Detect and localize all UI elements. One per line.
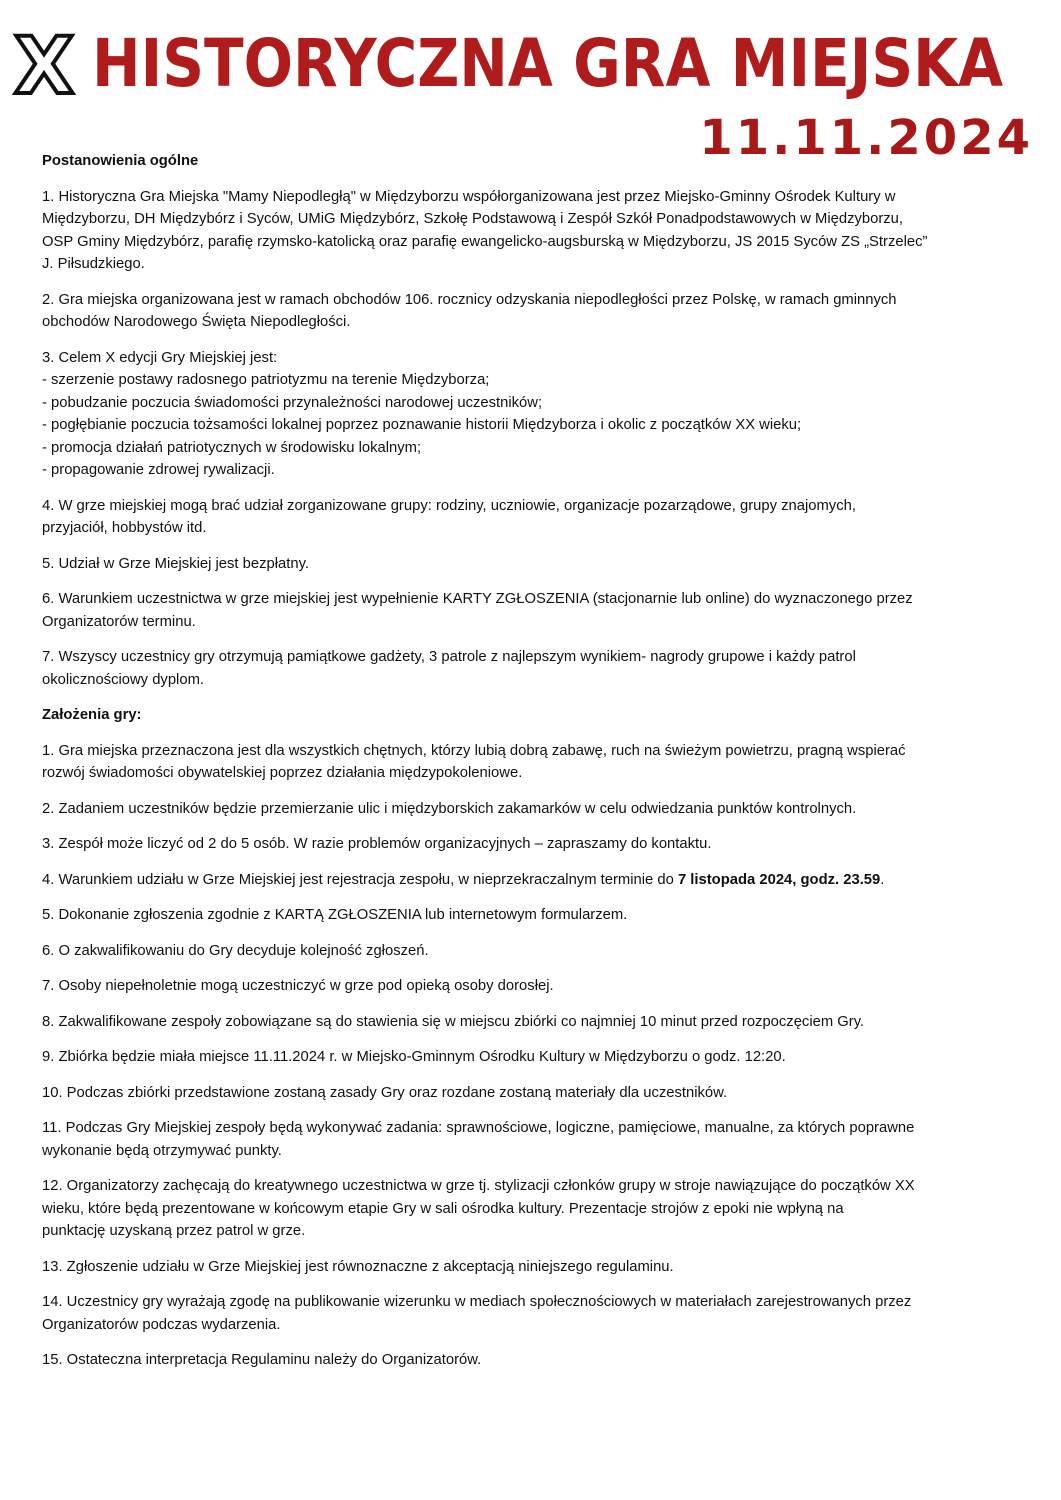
assumption-item [42, 904, 1042, 927]
text-line: 11. Podczas Gry Miejskiej zespoły będą wykonywać zadania: sprawnościowe, logiczne, pamięciowe, manualne, za których poprawne [42, 1120, 915, 1136]
text-line: wieku, które będą prezentowane w końcowym etapie Gry w sali ośrodka kultury. Prezentacje strojów z epoki nie wpłyną na [42, 1200, 844, 1217]
text-line: 4. W grze miejskiej mogą brać udział zorganizowane grupy: rodziny, uczniowie, organizacje pozarządowe, grupy znajomych, [42, 497, 856, 514]
provision-item [42, 553, 1042, 576]
regulations-body [42, 150, 1042, 1385]
assumption-item [42, 1349, 1042, 1372]
text-line: 13. Zgłoszenie udziału w Grze Miejskiej jest równoznaczne z akceptacją niniejszego regulaminu. [42, 1258, 674, 1275]
assumption-item [42, 740, 1042, 785]
text-line: 2. Zadaniem uczestników będzie przemierzanie ulic i międzyborskich zakamarków w celu odwiedzania punktów kontrolnych. [42, 800, 857, 817]
provision-item [42, 186, 1042, 276]
game-assumptions-list [42, 740, 1042, 1372]
text-line: - szerzenie postawy radosnego patriotyzmu na terenie Międzyborza; [42, 372, 490, 388]
text-line: 14. Uczestnicy gry wyrażają zgodę na publikowanie wizerunku w mediach społecznościowych w materiałach zarejestrowanych przez [42, 1294, 912, 1310]
text-line: 3. Celem X edycji Gry Miejskiej jest: [42, 349, 278, 366]
assumption-item [42, 1175, 1042, 1243]
assumption-item [42, 1046, 1042, 1069]
provision-item [42, 347, 1042, 482]
text-line [42, 869, 1042, 892]
text-line: 1. Historyczna Gra Miejska "Mamy Niepodległą" w Międzyborzu współorganizowana jest przez Miejsko-Gminny Ośrodek Kultury w [42, 188, 896, 205]
text-line: 7. Wszyscy uczestnicy gry otrzymują pamiątkowe gadżety, 3 patrole z najlepszym wynikiem- nagrody grupowe i każdy patrol [42, 649, 856, 665]
section-heading-assumptions: Założenia gry: [42, 707, 142, 723]
assumption-item [42, 1256, 1042, 1279]
text-line: - promocja działań patriotycznych w środowisku lokalnym; [42, 439, 422, 456]
page-header [0, 0, 1061, 165]
text-segment: 4. Warunkiem udziału w Grze Miejskiej jest rejestracja zespołu, w nieprzekraczalnym terminie do [42, 871, 678, 888]
text-line: 10. Podczas zbiórki przedstawione zostaną zasady Gry oraz rozdane zostaną materiały dla uczestników. [42, 1084, 728, 1101]
text-line: obchodów Narodowego Święta Niepodległości. [42, 314, 351, 330]
text-line: okolicznościowy dyplom. [42, 671, 205, 688]
text-segment: . [880, 871, 885, 888]
text-line: - propagowanie zdrowej rywalizacji. [42, 462, 275, 478]
text-line: 6. O zakwalifikowaniu do Gry decyduje kolejność zgłoszeń. [42, 942, 429, 959]
deadline-emphasis: 7 listopada 2024, godz. 23.59 [677, 871, 881, 888]
text-line: wykonanie będą otrzymywać punkty. [42, 1142, 282, 1159]
text-line: OSP Gminy Międzybórz, parafię rzymsko-katolicką oraz parafię ewangelicko-augsburską w Międzyborzu, JS 2015 Syców ZS „Strzelec” [42, 233, 928, 250]
assumption-item [42, 869, 1042, 892]
general-provisions-list [42, 186, 1042, 692]
assumption-item [42, 833, 1042, 856]
text-line: 5. Udział w Grze Miejskiej jest bezpłatny. [42, 555, 309, 572]
text-line: 5. Dokonanie zgłoszenia zgodnie z KARTĄ ZGŁOSZENIA lub internetowym formularzem. [42, 907, 628, 923]
text-line: 1. Gra miejska przeznaczona jest dla wszystkich chętnych, którzy lubią dobrą zabawę, ruch na świeżym powietrzu, pragną wspierać [42, 742, 906, 759]
assumption-item [42, 1082, 1042, 1105]
assumption-item [42, 940, 1042, 963]
text-line: Międzyborzu, DH Międzybórz i Syców, UMiG Międzybórz, Szkołę Podstawową i Zespół Szkół Ponadpodstawowych w Międzyborzu, [42, 211, 904, 227]
text-line: 8. Zakwalifikowane zespoły zobowiązane są do stawienia się w miejscu zbiórki co najmniej 10 minut przed rozpoczęciem Gry. [42, 1013, 865, 1030]
provision-item [42, 289, 1042, 334]
text-line: 2. Gra miejska organizowana jest w ramach obchodów 106. rocznicy odzyskania niepodległości przez Polskę, w ramach gminnych [42, 291, 897, 308]
text-line: Organizatorów terminu. [42, 613, 196, 630]
text-line: punktację uzyskaną przez patrol w grze. [42, 1223, 306, 1239]
provision-item [42, 495, 1042, 540]
text-line: - pogłębianie poczucia tożsamości lokalnej poprzez poznawanie historii Międzyborza i okolic z początków XX wieku; [42, 417, 802, 433]
text-line: przyjaciół, hobbystów itd. [42, 520, 207, 536]
assumption-item [42, 798, 1042, 821]
assumption-item [42, 975, 1042, 998]
text-line: J. Piłsudzkiego. [42, 256, 145, 272]
assumption-item [42, 1011, 1042, 1034]
text-line: 3. Zespół może liczyć od 2 do 5 osób. W razie problemów organizacyjnych – zapraszamy do kontaktu. [42, 836, 712, 852]
text-line: 7. Osoby niepełnoletnie mogą uczestniczyć w grze pod opieką osoby dorosłej. [42, 978, 554, 994]
text-line: 15. Ostateczna interpretacja Regulaminu należy do Organizatorów. [42, 1352, 482, 1368]
text-line: 9. Zbiórka będzie miała miejsce 11.11.2024 r. w Miejsko-Gminnym Ośrodku Kultury w Międzyborzu o godz. 12:20. [42, 1049, 786, 1065]
text-line: 12. Organizatorzy zachęcają do kreatywnego uczestnictwa w grze tj. stylizacji członków grupy w stroje nawiązujące do początków XX [42, 1178, 915, 1194]
assumption-item [42, 1291, 1042, 1336]
section-heading-general: Postanowienia ogólne [42, 153, 199, 169]
event-date: 11.11.2024 [699, 110, 1033, 166]
provision-item [42, 588, 1042, 633]
page-title: HISTORYCZNA GRA MIEJSKA [92, 25, 1004, 102]
text-line: Organizatorów podczas wydarzenia. [42, 1316, 281, 1333]
provision-item [42, 646, 1042, 691]
text-line: - pobudzanie poczucia świadomości przynależności narodowej uczestników; [42, 394, 543, 411]
text-line: rozwój świadomości obywatelskiej poprzez działania międzypokoleniowe. [42, 765, 523, 781]
assumption-item [42, 1117, 1042, 1162]
edition-numeral: X [14, 22, 75, 112]
text-line: 6. Warunkiem uczestnictwa w grze miejskiej jest wypełnienie KARTY ZGŁOSZENIA (stacjonarnie lub online) do wyznaczonego przez [42, 591, 913, 607]
